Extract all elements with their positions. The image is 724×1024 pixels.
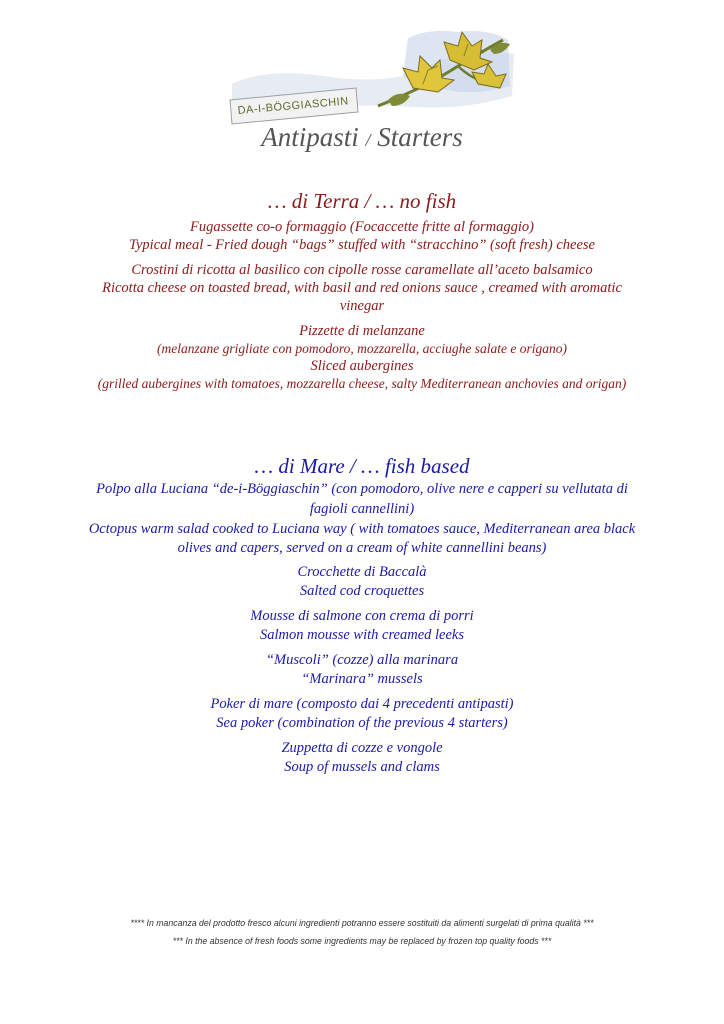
menu-item-zuppetta	[40, 739, 684, 776]
section-terra	[40, 188, 684, 392]
item-name-en: Ricotta cheese on toasted bread, with basil and red onions sauce , creamed with aromatic	[102, 280, 622, 296]
menu-item-polpo	[40, 479, 684, 519]
item-name-it: “Muscoli” (cozze) alla marinara	[265, 652, 459, 668]
item-name-en: “Marinara” mussels	[301, 670, 423, 687]
menu-item-poker	[40, 695, 684, 732]
item-name-en-cont: olives and capers, served on a cream of white cannellini beans)	[177, 539, 547, 556]
item-name-en: Octopus warm salad cooked to Luciana way ( with tomatoes sauce, Mediterranean area black	[88, 521, 636, 537]
item-name-it-cont: fagioli cannellini)	[309, 501, 415, 517]
item-name-en: Salted cod croquettes	[299, 582, 425, 599]
menu-item-crostini	[40, 261, 684, 315]
title-italian: Antipasti	[261, 122, 359, 152]
title-separator: /	[365, 130, 371, 150]
item-name-it: Polpo alla Luciana “de-i-Böggiaschin” (con pomodoro, olive nere e capperi su vellutata di	[96, 481, 628, 497]
section-mare	[40, 453, 684, 776]
item-name-en: Salmon mousse with creamed leeks	[259, 626, 465, 643]
menu-item-muscoli	[40, 651, 684, 688]
section-title-mare: … di Mare / … fish based	[254, 454, 470, 478]
item-name-it: Poker di mare (composto dai 4 precedenti antipasti)	[210, 696, 514, 712]
menu-item-fugassette	[40, 218, 684, 254]
menu-item-polpo-en	[40, 520, 684, 557]
item-name-it: Crostini di ricotta al basilico con cipolle rosse caramellate all’aceto balsamico	[131, 262, 593, 278]
title-english: Starters	[377, 122, 463, 152]
item-name-it: Mousse di salmone con crema di porri	[250, 608, 474, 624]
item-desc-it: (melanzane grigliate con pomodoro, mozzarella, acciughe salate e origano)	[157, 341, 567, 356]
item-name-it: Fugassette co-o formaggio (Focaccette fritte al formaggio)	[190, 219, 534, 235]
item-name-en: Sliced aubergines	[310, 358, 414, 374]
menu-item-crocchette	[40, 563, 684, 600]
menu-item-pizzette	[40, 322, 684, 392]
item-name-it: Zuppetta di cozze e vongole	[281, 740, 443, 756]
item-name-en: Typical meal - Fried dough “bags” stuffed with “stracchino” (soft fresh) cheese	[129, 237, 595, 253]
footer-note-en: *** In the absence of fresh foods some ingredients may be replaced by frozen top quality foods ***	[172, 936, 552, 947]
item-desc-en: (grilled aubergines with tomatoes, mozzarella cheese, salty Mediterranean anchovies and origan)	[97, 376, 627, 391]
item-name-it: Pizzette di melanzane	[299, 323, 425, 339]
restaurant-logo	[228, 26, 518, 126]
logo-text: DA-I-BÖGGIASCHIN	[237, 95, 350, 117]
footer-note-it: **** In mancanza del prodotto fresco alcuni ingredienti potranno essere sostituiti da alimenti surgelati di prima qualità ***	[130, 918, 594, 929]
item-name-it: Crocchette di Baccalà	[297, 564, 427, 580]
item-name-en: Soup of mussels and clams	[284, 758, 440, 775]
page-title	[0, 120, 724, 157]
section-title-terra: … di Terra / … no fish	[267, 189, 457, 213]
item-name-en: Sea poker (combination of the previous 4 starters)	[216, 714, 508, 731]
menu-item-mousse	[40, 607, 684, 644]
item-name-en-cont: vinegar	[339, 298, 385, 314]
